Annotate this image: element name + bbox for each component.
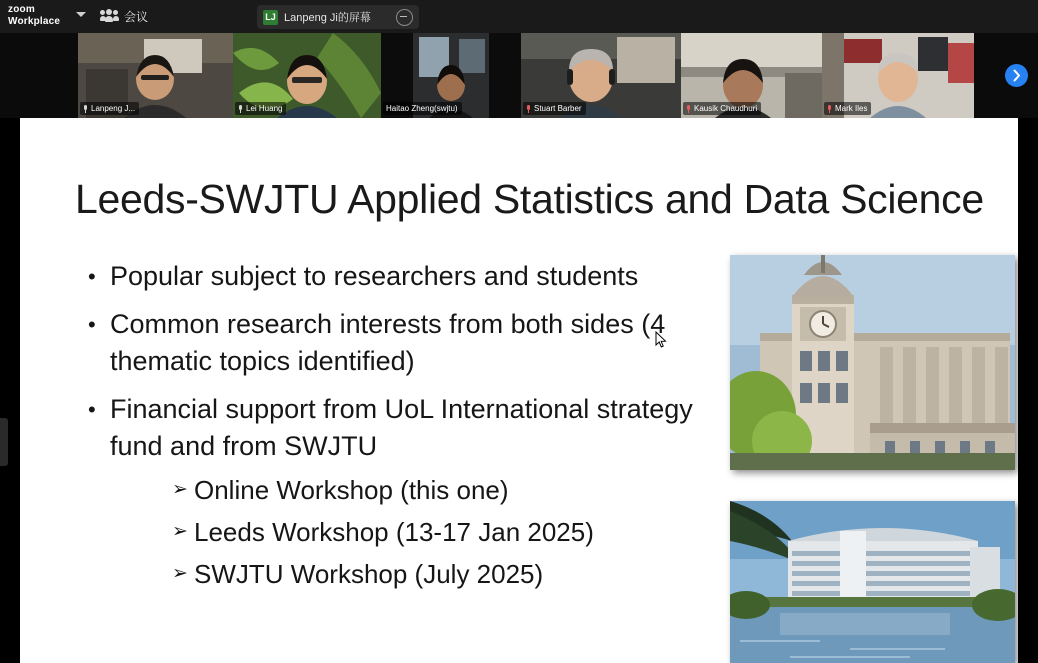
mic-muted-icon [827,105,832,113]
participant-name-badge [523,102,586,115]
meeting-label: 会议 [124,9,149,24]
subbullet-marker: ➢ [172,563,188,584]
meeting-tab[interactable] [100,6,148,26]
cursor-icon [655,331,667,349]
subbullet-item [172,469,702,511]
subbullet-marker: ➢ [172,479,188,500]
leeds-town-hall-photo [730,255,1015,470]
next-participants-page-button[interactable] [1005,64,1028,87]
screen-share-status-pill[interactable] [257,5,419,29]
bullet-item [82,258,702,295]
bullet-item [82,306,702,380]
slide-bullet-list [82,258,702,606]
bullet-item [82,391,702,595]
sidebar-collapse-handle[interactable] [0,418,8,466]
video-tile-3[interactable] [521,33,681,118]
participant-name: Mark Iles [835,104,868,113]
sharer-avatar: LJ [263,10,278,25]
bullet-marker: • [88,264,96,289]
zoom-logo-line2: Workplace [8,15,61,27]
presentation-slide [20,118,1018,663]
slide-subbullet-list [110,469,702,595]
participant-name-badge [80,102,139,115]
participant-name: Lanpeng J... [91,104,136,113]
mic-icon [83,105,88,113]
mic-muted-icon [686,105,691,113]
video-tile-0[interactable] [78,33,233,118]
chevron-down-icon[interactable] [76,12,86,17]
zoom-logo-line1: zoom [8,4,35,15]
video-tile-4[interactable] [681,33,822,118]
participant-filmstrip [0,33,1038,118]
participant-name-badge [235,102,286,115]
mouse-cursor [655,331,667,349]
zoom-workplace-logo [8,4,60,27]
participant-name-badge [683,102,761,115]
bullet-text: Financial support from UoL International strategy fund and from SWJTU [110,394,693,461]
minus-circle-icon[interactable] [396,9,413,26]
participant-name: Lei Huang [246,104,283,113]
zoom-top-bar [0,0,1038,33]
subbullet-item [172,553,702,595]
subbullet-marker: ➢ [172,521,188,542]
swjtu-campus-photo [730,501,1015,663]
participant-name-badge [824,102,871,115]
chevron-right-icon [1005,64,1028,87]
bullet-marker: • [88,312,96,337]
subbullet-text: Leeds Workshop (13-17 Jan 2025) [194,517,594,547]
subbullet-text: Online Workshop (this one) [194,475,509,505]
slide-title: Leeds-SWJTU Applied Statistics and Data Science [75,176,984,222]
video-tile-1[interactable] [233,33,381,118]
share-status-text: Lanpeng Ji的屏幕 [284,12,371,24]
photo-graphic [730,255,1015,470]
bullet-text: Common research interests from both sides (4 thematic topics identified) [110,309,666,376]
participant-name-badge [383,102,462,115]
people-icon [100,9,118,23]
shared-screen-stage [0,118,1038,663]
bullet-text: Popular subject to researchers and students [110,261,639,291]
subbullet-text: SWJTU Workshop (July 2025) [194,559,544,589]
photo-graphic [730,501,1015,663]
subbullet-item [172,511,702,553]
mic-icon [238,105,243,113]
video-tile-2[interactable] [381,33,521,118]
video-tile-5[interactable] [822,33,974,118]
bullet-marker: • [88,397,96,422]
mic-muted-icon [526,105,531,113]
participant-name: Stuart Barber [534,104,582,113]
participant-name: Haitao Zheng(swjtu) [386,104,458,113]
participant-name: Kausik Chaudhuri [694,104,758,113]
